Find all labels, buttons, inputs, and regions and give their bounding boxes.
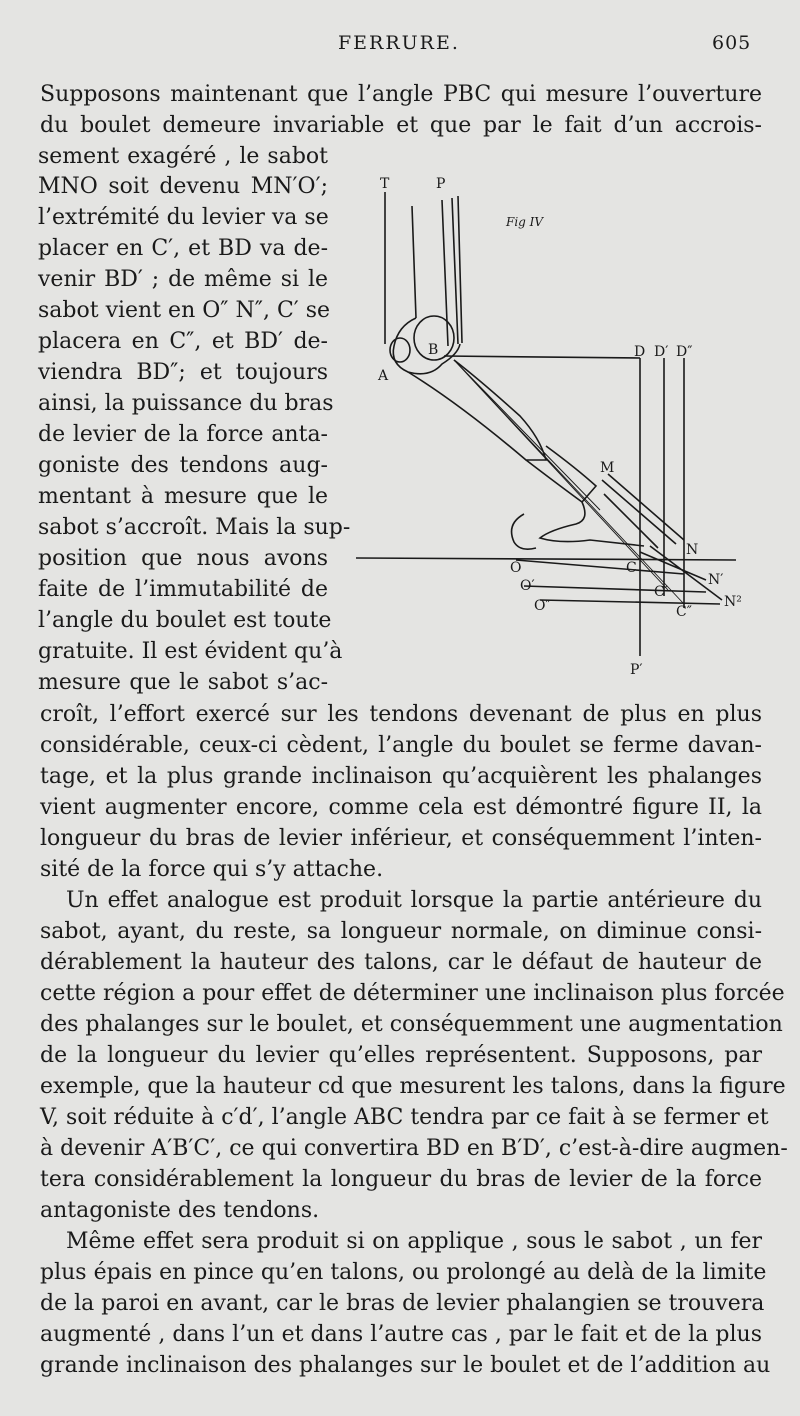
text-line: tera considérablement la longueur du bras de levier de la force: [40, 1167, 762, 1192]
text-line: de levier de la force anta-: [38, 422, 328, 447]
sole-line-1: [516, 560, 684, 574]
label-n: N: [686, 542, 699, 558]
label-o1: O′: [520, 578, 535, 594]
label-a: A: [378, 368, 389, 384]
text-line: placera en C″, et BD′ de-: [38, 329, 328, 354]
text-line: croît, l’effort exercé sur les tendons devenant de plus en plus: [40, 702, 762, 727]
text-line: mentant à mesure que le: [38, 484, 328, 509]
text-line: à devenir A′B′C′, ce qui convertira BD en B′D′, c’est-à-dire augmen-: [40, 1136, 788, 1161]
label-m: M: [600, 460, 615, 476]
text-line: considérable, ceux-ci cèdent, l’angle du boulet se ferme davan-: [40, 733, 762, 758]
phalanx-axis-line: [454, 360, 600, 510]
text-line: viendra BD″; et toujours: [38, 360, 328, 385]
text-line: des phalanges sur le boulet, et conséquemment une augmentation: [40, 1012, 783, 1037]
label-c: C: [626, 560, 637, 576]
label-p1: P′: [630, 662, 643, 678]
label-o: O: [510, 560, 522, 576]
label-c2: C″: [676, 604, 692, 620]
hoof-heel: [512, 514, 536, 549]
text-line: cette région a pour effet de déterminer une inclinaison plus forcée: [40, 981, 785, 1006]
page-number: 605: [712, 32, 752, 54]
label-o2: O″: [534, 598, 551, 614]
label-n2: N²: [724, 594, 742, 610]
text-line: vient augmenter encore, comme cela est démontré figure II, la: [40, 795, 762, 820]
text-line: antagoniste des tendons.: [40, 1198, 320, 1223]
leg-lever-diagram: [350, 168, 762, 688]
text-line: MNO soit devenu MN′O′;: [38, 174, 328, 199]
sole-line-2: [524, 586, 706, 592]
text-line: Supposons maintenant que l’angle PBC qui mesure l’ouverture: [40, 82, 762, 107]
text-line: Même effet sera produit si on applique , sous le sabot , un fer: [66, 1229, 762, 1254]
ground-line: [356, 558, 736, 560]
text-line: ainsi, la puissance du bras: [38, 391, 334, 416]
text-line: sabot, ayant, du reste, sa longueur normale, on diminue consi-: [40, 919, 762, 944]
text-line: sement exagéré , le sabot: [38, 144, 328, 169]
text-line: placer en C′, et BD va de-: [38, 236, 328, 261]
text-line: augmenté , dans l’un et dans l’autre cas , par le fait et de la plus: [40, 1322, 762, 1347]
hoof-wall-lines: [602, 474, 684, 548]
text-line: venir BD′ ; de même si le: [38, 267, 328, 292]
text-line: de la longueur du levier qu’elles représentent. Supposons, par: [40, 1043, 762, 1068]
page-header: [0, 32, 800, 62]
label-p: P: [436, 176, 446, 192]
running-head: FERRURE.: [338, 32, 460, 54]
text-line: sabot vient en O″ N″, C′ se: [38, 298, 331, 323]
text-line: mesure que le sabot s’ac-: [38, 670, 328, 695]
text-line: l’extrémité du levier va se: [38, 205, 329, 230]
text-line: gratuite. Il est évident qu’à: [38, 639, 343, 664]
label-b: B: [428, 342, 439, 358]
text-line: Un effet analogue est produit lorsque la partie antérieure du: [66, 888, 762, 913]
label-d1: D′: [654, 344, 669, 360]
label-n1: N′: [708, 572, 724, 588]
text-line: du boulet demeure invariable et que par le fait d’un accrois-: [40, 113, 762, 138]
figure-title: Fig IV: [506, 215, 544, 229]
text-line: dérablement la hauteur des talons, car le défaut de hauteur de: [40, 950, 762, 975]
text-line: sité de la force qui s’y attache.: [40, 857, 384, 882]
text-line: faite de l’immutabilité de: [38, 577, 328, 602]
label-d: D: [634, 344, 646, 360]
text-line: sabot s’accroît. Mais la sup-: [38, 515, 351, 540]
label-d2: D″: [676, 344, 693, 360]
text-line: V, soit réduite à c′d′, l’angle ABC tendra par ce fait à se fermer et: [40, 1105, 769, 1130]
text-line: de la paroi en avant, car le bras de levier phalangien se trouvera: [40, 1291, 765, 1316]
fetlock-joint: [393, 318, 460, 374]
text-line: grande inclinaison des phalanges sur le boulet et de l’addition au: [40, 1353, 771, 1378]
horizontal-line-bd: [444, 356, 640, 358]
text-line: position que nous avons: [38, 546, 328, 571]
text-line: l’angle du boulet est toute: [38, 608, 332, 633]
label-t: T: [380, 176, 390, 192]
text-line: goniste des tendons aug-: [38, 453, 328, 478]
text-line: plus épais en pince qu’en talons, ou prolongé au delà de la limite: [40, 1260, 767, 1285]
long-pastern-bone: [408, 360, 546, 460]
text-line: longueur du bras de levier inférieur, et conséquemment l’inten-: [40, 826, 762, 851]
text-line: tage, et la plus grande inclinaison qu’acquièrent les phalanges: [40, 764, 762, 789]
figure-iv: [350, 168, 762, 688]
text-line: exemple, que la hauteur cd que mesurent les talons, dans la figure: [40, 1074, 786, 1099]
lever-diagonal-lines: [454, 360, 684, 604]
label-c1: C′: [654, 584, 668, 600]
sole-line-3: [540, 600, 720, 604]
